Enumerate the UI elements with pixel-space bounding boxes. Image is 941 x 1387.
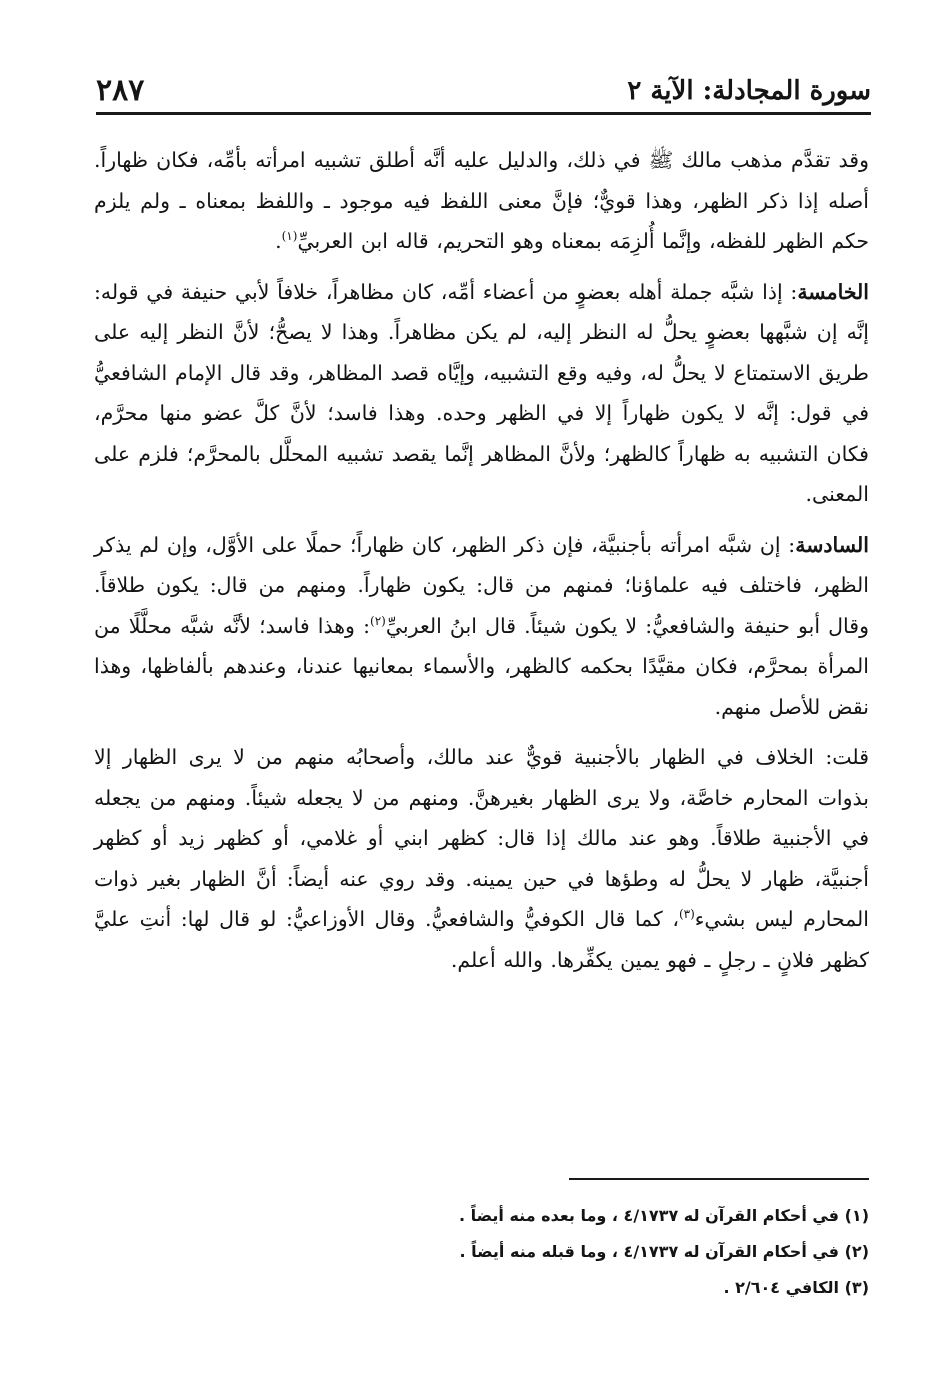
paragraph [94, 525, 869, 728]
paragraph-lead: الخامسة [797, 279, 869, 304]
paragraph-tail: ، كما قال الكوفيُّ والشافعيُّ. وقال الأوزاعيُّ: لو قال لها: أنتِ عليَّ كظهر فلانٍ ـ رجلٍ ـ فهو يمين يكفِّرها. والله أعلم. [94, 907, 869, 972]
paragraph-text: وقد تقدَّم مذهب مالك ﷺ في ذلك، والدليل عليه أنَّه أطلق تشبيه امرأته بأمِّه، فكان ظهاراً. أصله إذا ذكر الظهر، وهذا قويٌّ؛ فإنَّ معنى اللفظ فيه موجود ـ واللفظ بمعناه ـ ولم يلزم حكم الظهر للفظه، وإنَّما أُلزِمَه بمعناه وهو التحريم، قاله ابن العربيِّ [94, 148, 869, 253]
main-text [94, 140, 869, 990]
page-number: ٢٨٧ [96, 73, 145, 108]
paragraph [94, 272, 869, 515]
footnote: (٢) في أحكام القرآن له ٤/١٧٣٧ ، وما قبله منه أيضاً . [459, 1242, 869, 1261]
footnote-rule [569, 1178, 869, 1180]
paragraph-tail: : وهذا فاسد؛ لأنَّه شبَّه محلَّلًا من المرأة بمحرَّم، فكان مقيَّدًا بحكمه كالظهر، والأسماء بمعانيها عندنا، وعندهم بألفاظها، وهذا نقض للأصل منهم. [94, 613, 869, 719]
footnote-ref[interactable]: (٣) [678, 907, 695, 922]
paragraph-lead: السادسة [795, 532, 869, 557]
paragraph-text: : إن شبَّه امرأته بأجنبيَّة، فإن ذكر الظهر، كان ظهاراً؛ حملًا على الأوَّل، وإن لم يذكر الظهر، فاختلف فيه علماؤنا؛ فمنهم من قال: يكون ظهاراً. ومنهم من قال: يكون طلاقاً. وقال أبو حنيفة والشافعيُّ: لا يكون شيئاً. قال ابنُ العربيِّ [94, 532, 870, 638]
paragraph-tail: . [275, 229, 282, 253]
footnote-ref[interactable]: (٢) [370, 613, 386, 628]
running-header [96, 66, 871, 110]
paragraph-text: قلت: الخلاف في الظهار بالأجنبية قويٌّ عند مالك، وأصحابُه منهم من لا يرى الظهار إلا بذوات المحارم خاصَّة، ولا يرى الظهار بغيرهنَّ. ومنهم من لا يجعله شيئاً. ومنهم من يجعله في الأجنبية طلاقاً. وهو عند مالك إذا قال: كظهر ابني أو غلامي، أو كظهر زيد أو كظهر أجنبيَّة، ظهار لا يحلُّ له وطؤها في حين يمينه. وقد روي عنه أيضاً: أنَّ الظهار بغير ذوات المحارم ليس بشيء [94, 745, 869, 931]
footnote: (٣) الكافي ٢/٦٠٤ . [723, 1278, 869, 1297]
footnote-ref[interactable]: (١) [281, 229, 298, 244]
footnotes [300, 1198, 869, 1306]
header-rule [96, 112, 871, 115]
paragraph [94, 737, 869, 980]
paragraph [94, 140, 869, 262]
footnote: (١) في أحكام القرآن له ٤/١٧٣٧ ، وما بعده منه أيضاً . [458, 1206, 869, 1225]
paragraph-text: : إذا شبَّه جملة أهله بعضوٍ من أعضاء أمِّه، كان مظاهراً، خلافاً لأبي حنيفة في قوله: إنَّه إن شبَّهها بعضوٍ يحلُّ له النظر إليه، لم يكن مظاهراً. وهذا لا يصحُّ؛ لأنَّ النظر إليه على طريق الاستمتاع لا يحلُّ له، وفيه وقع التشبيه، وإيَّاه قصد المظاهر، وقد قال الإمام الشافعيُّ في قول: إنَّه لا يكون ظهاراً إلا في الظهر وحده. وهذا فاسد؛ لأنَّ كلَّ عضو منها محرَّم، فكان التشبيه به ظهاراً كالظهر؛ ولأنَّ المظاهر إنَّما يقصد تشبيه المحلَّل بالمحرَّم؛ فلزم على المعنى. [94, 279, 869, 506]
chapter-title: سورة المجادلة: الآية ٢ [627, 76, 871, 106]
